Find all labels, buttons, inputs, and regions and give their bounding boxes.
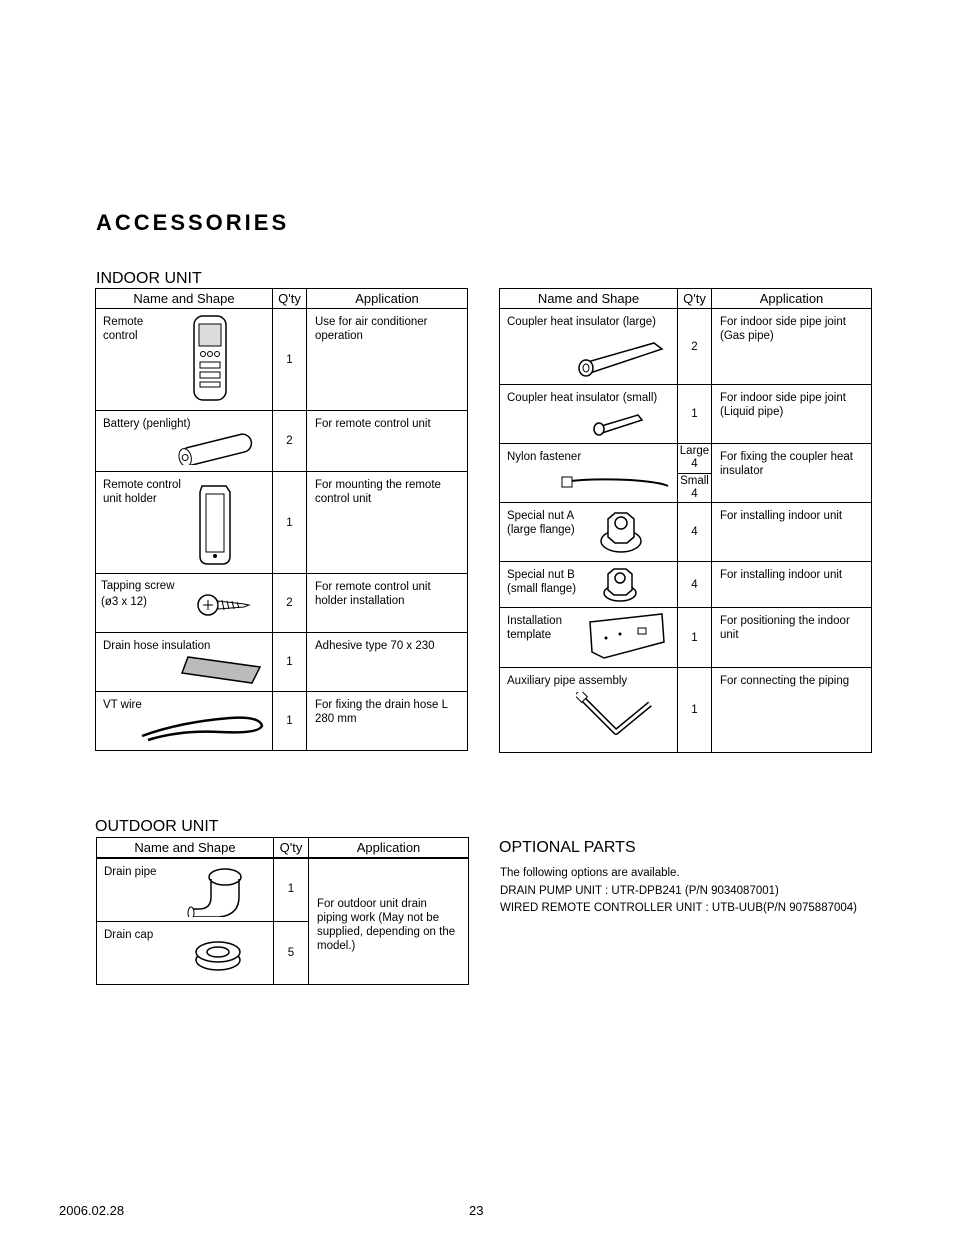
item-qty: 1	[274, 858, 309, 922]
nut-a-icon	[598, 509, 644, 555]
drain-pipe-icon	[185, 865, 245, 917]
item-qty-small: Small 4	[678, 473, 711, 503]
small-insulator-icon	[590, 411, 646, 437]
item-name: Special nut B (small flange)	[507, 569, 577, 595]
item-application: For connecting the piping	[712, 668, 872, 753]
col-name-header: Name and Shape	[97, 838, 274, 859]
nut-b-icon	[600, 566, 640, 604]
item-application: For indoor side pipe joint (Liquid pipe)	[712, 385, 872, 444]
item-qty: 1	[273, 472, 307, 574]
table-row	[96, 411, 468, 472]
optional-line: The following options are available.	[500, 867, 680, 879]
item-name: Battery (penlight)	[103, 418, 191, 430]
wire-icon	[140, 712, 266, 742]
pipe-assembly-icon	[576, 692, 660, 748]
remote-control-icon	[192, 314, 228, 402]
table-row	[96, 692, 468, 751]
col-qty-header: Q'ty	[274, 838, 309, 859]
item-name: Tapping screw (ø3 x 12)	[101, 580, 175, 608]
insulation-pad-icon	[180, 653, 264, 687]
item-qty: 1	[678, 608, 712, 668]
col-app-header: Application	[712, 289, 872, 309]
indoor-unit-heading: INDOOR UNIT	[96, 270, 202, 287]
table-row	[500, 503, 872, 562]
item-name: Drain pipe	[104, 866, 157, 878]
drain-cap-icon	[193, 938, 243, 972]
item-name: Remote control	[103, 316, 144, 342]
item-application: For installing indoor unit	[712, 503, 872, 562]
item-name: Auxiliary pipe assembly	[507, 675, 628, 687]
nylon-fastener-icon	[560, 474, 672, 492]
item-qty: 1	[273, 309, 307, 411]
table-row	[96, 633, 468, 692]
item-application: For outdoor unit drain piping work (May not be supplied, depending on the model.)	[309, 858, 469, 985]
col-name-header: Name and Shape	[96, 289, 273, 309]
item-application: For positioning the indoor unit	[712, 608, 872, 668]
screw-icon	[196, 590, 252, 620]
item-name: Remote control unit holder	[103, 479, 181, 505]
battery-icon	[170, 433, 260, 465]
item-name: Drain cap	[104, 929, 154, 941]
item-application: Use for air conditioner operation	[307, 309, 468, 411]
item-application: For remote control unit	[307, 411, 468, 472]
item-name: Special nut A (large flange)	[507, 510, 575, 536]
footer-date: 2006.02.28	[59, 1203, 125, 1218]
item-application: For indoor side pipe joint (Gas pipe)	[712, 309, 872, 385]
item-qty: 5	[274, 922, 309, 985]
item-application: For installing indoor unit	[712, 562, 872, 608]
item-name: Coupler heat insulator (small)	[507, 392, 658, 404]
item-application: For fixing the drain hose L 280 mm	[307, 692, 468, 751]
table-row	[500, 385, 872, 444]
large-insulator-icon	[574, 337, 666, 377]
optional-line: DRAIN PUMP UNIT : UTR-DPB241 (P/N 9034087001)	[500, 885, 779, 897]
template-icon	[586, 612, 668, 664]
indoor-accessories-table-2	[499, 288, 872, 753]
table-row	[500, 562, 872, 608]
table-row	[96, 309, 468, 411]
item-qty: 2	[273, 411, 307, 472]
outdoor-accessories-table	[96, 837, 469, 985]
col-qty-header: Q'ty	[273, 289, 307, 309]
page-title: ACCESSORIES	[96, 210, 290, 235]
item-application: For remote control unit holder installation	[307, 574, 468, 633]
item-qty: 1	[678, 668, 712, 753]
table-row	[96, 472, 468, 574]
item-qty: 4	[678, 503, 712, 562]
col-qty-header: Q'ty	[678, 289, 712, 309]
page-number: 23	[469, 1203, 484, 1218]
table-row	[97, 858, 469, 922]
table-row	[96, 574, 468, 633]
item-name: VT wire	[103, 699, 142, 711]
col-name-header: Name and Shape	[500, 289, 678, 309]
table-row	[500, 668, 872, 753]
item-qty-large: Large 4	[679, 445, 710, 471]
item-name: Nylon fastener	[507, 451, 582, 463]
item-qty: 2	[273, 574, 307, 633]
item-name: Installation template	[507, 615, 562, 641]
remote-holder-icon	[196, 480, 236, 568]
table-row	[500, 444, 872, 503]
optional-parts-heading: OPTIONAL PARTS	[499, 839, 636, 856]
item-name: Drain hose insulation	[103, 640, 211, 652]
col-app-header: Application	[309, 838, 469, 859]
item-application: For mounting the remote control unit	[307, 472, 468, 574]
item-qty: 1	[273, 633, 307, 692]
indoor-accessories-table	[95, 288, 468, 751]
item-application: For fixing the coupler heat insulator	[712, 444, 872, 503]
optional-line: WIRED REMOTE CONTROLLER UNIT : UTB-UUB(P/N 9075887004)	[500, 902, 858, 914]
item-qty: 1	[678, 385, 712, 444]
table-row	[500, 608, 872, 668]
outdoor-unit-heading: OUTDOOR UNIT	[95, 818, 219, 835]
item-qty: 1	[273, 692, 307, 751]
item-qty: 2	[678, 309, 712, 385]
item-name: Coupler heat insulator (large)	[507, 316, 656, 328]
item-qty: 4	[678, 562, 712, 608]
item-application: Adhesive type 70 x 230	[307, 633, 468, 692]
table-row	[500, 309, 872, 385]
col-app-header: Application	[307, 289, 468, 309]
